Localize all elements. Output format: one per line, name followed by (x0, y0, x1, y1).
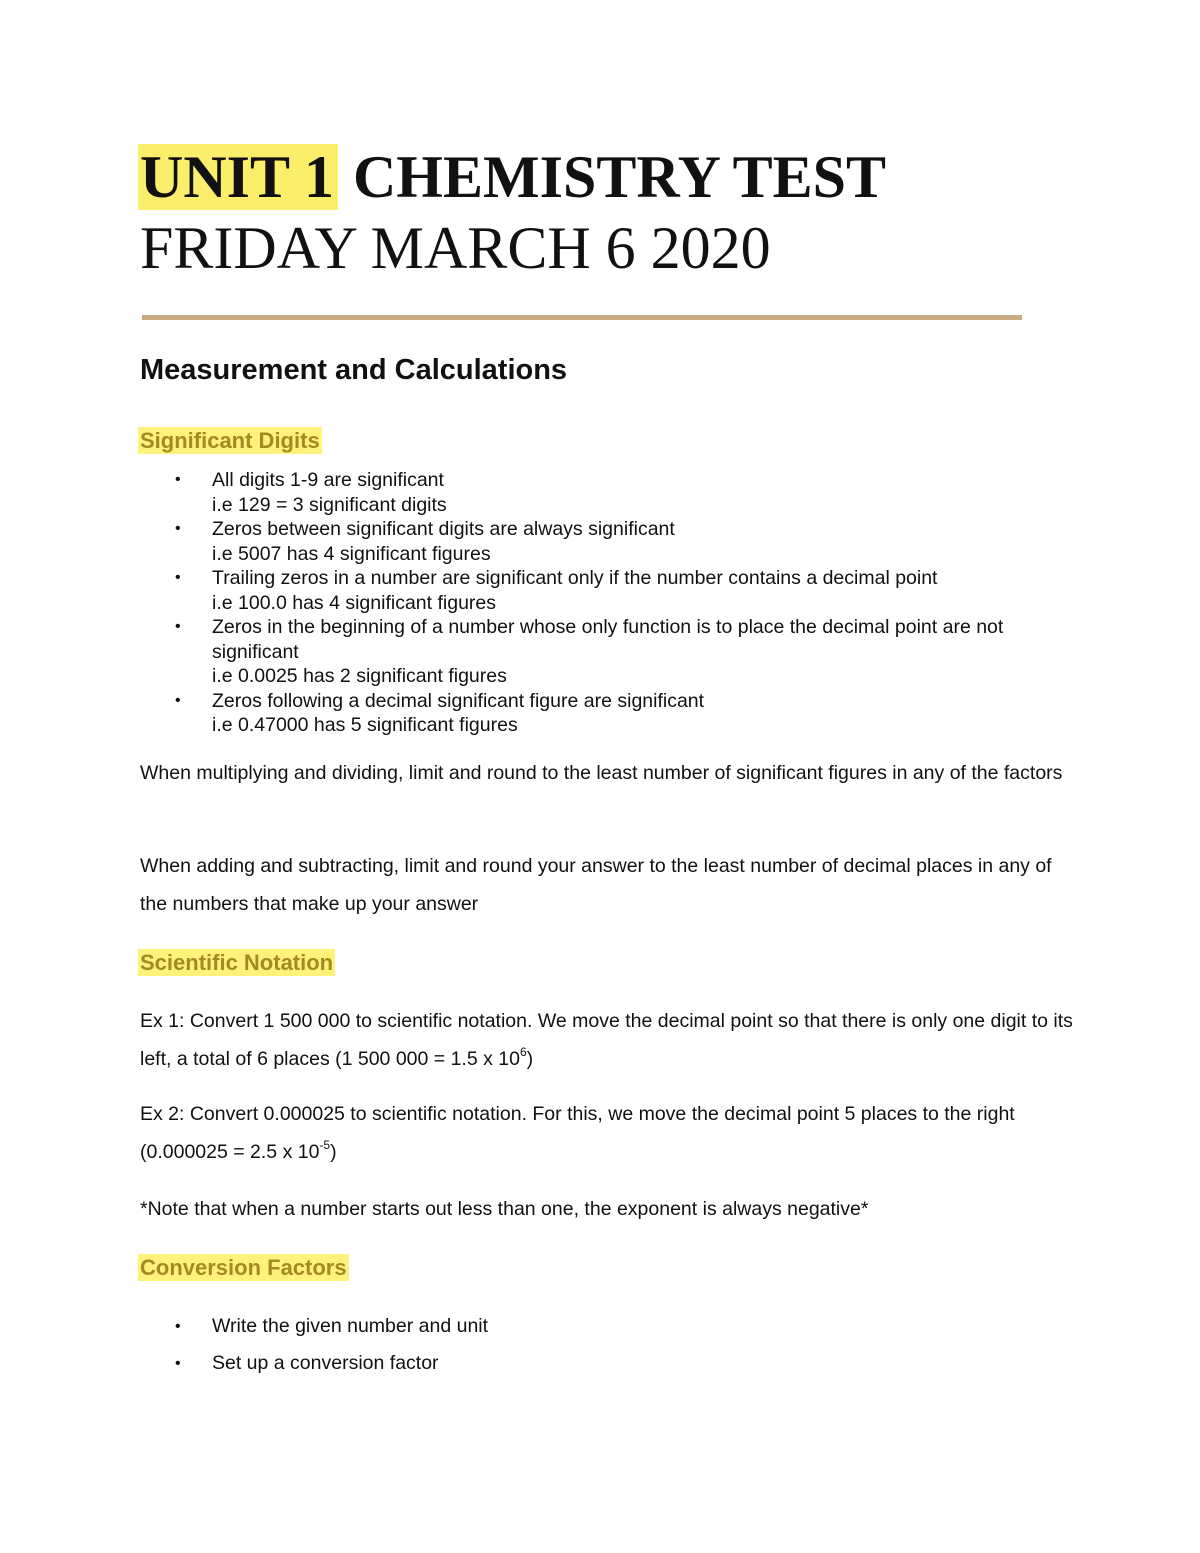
title-highlight: UNIT 1 (138, 144, 338, 210)
sci-notation-heading: Scientific Notation (140, 950, 334, 975)
exponent-1: 6 (519, 1044, 527, 1059)
exponent-2: -5 (319, 1137, 331, 1152)
conversion-list (0, 1308, 1072, 1382)
rule-text: Trailing zeros in a number are significant only if the number contains a decimal point (212, 567, 938, 589)
negative-exponent-note: *Note that when a number starts out less than one, the exponent is always negative* (140, 1198, 869, 1220)
list-item (0, 689, 1072, 738)
example-2: Ex 2: Convert 0.000025 to scientific notation. For this, we move the decimal point 5 places to the right (0.000025 = 2.5 x $10^{-5}$) (140, 1103, 1015, 1163)
example-text: i.e 100.0 has 4 significant figures (212, 591, 497, 614)
sig-digits-heading: Significant Digits (140, 428, 320, 453)
list-item: • Set up a conversion factor (0, 1345, 1072, 1382)
title-rest: CHEMISTRY TEST (337, 144, 887, 210)
list-item (0, 615, 1072, 689)
header-divider (142, 315, 1022, 320)
conversion-heading: Conversion Factors (140, 1255, 347, 1280)
rule-text: All digits 1-9 are significant (212, 469, 444, 491)
rule-text: Zeros between significant digits are always significant (212, 518, 675, 540)
section-title: Measurement and Calculations (140, 354, 568, 386)
multiply-note: When multiplying and dividing, limit and round to the least number of significant figures in any of the factors (140, 762, 1063, 784)
add-note: When adding and subtracting, limit and round your answer to the least number of decimal places in any of the numbers that make up your answer (140, 855, 1052, 915)
example-text: i.e 0.47000 has 5 significant figures (212, 714, 518, 736)
rule-text: Zeros in the beginning of a number whose only function is to place the decimal point are not significant (212, 616, 1004, 663)
example-text: i.e 5007 has 4 significant figures (212, 542, 491, 565)
rule-text: Zeros following a decimal significant figure are significant (212, 689, 705, 712)
example-text: i.e 0.0025 has 2 significant figures (212, 665, 507, 687)
example-1: Ex 1: Convert 1 500 000 to scientific notation. We move the decimal point so that there is only one digit to its left, a total of 6 places (1 500 000 = 1.5 x $10^6$) (140, 1010, 1073, 1070)
page-date: FRIDAY MARCH 6 2020 (140, 215, 771, 281)
sig-digits-list (0, 468, 1072, 738)
example-text: i.e 129 = 3 significant digits (212, 493, 447, 516)
list-item: • Write the given number and unit (0, 1308, 1072, 1345)
list-item (0, 517, 1072, 566)
page-title (140, 142, 886, 212)
list-item (0, 566, 1072, 615)
list-item (0, 468, 1072, 517)
